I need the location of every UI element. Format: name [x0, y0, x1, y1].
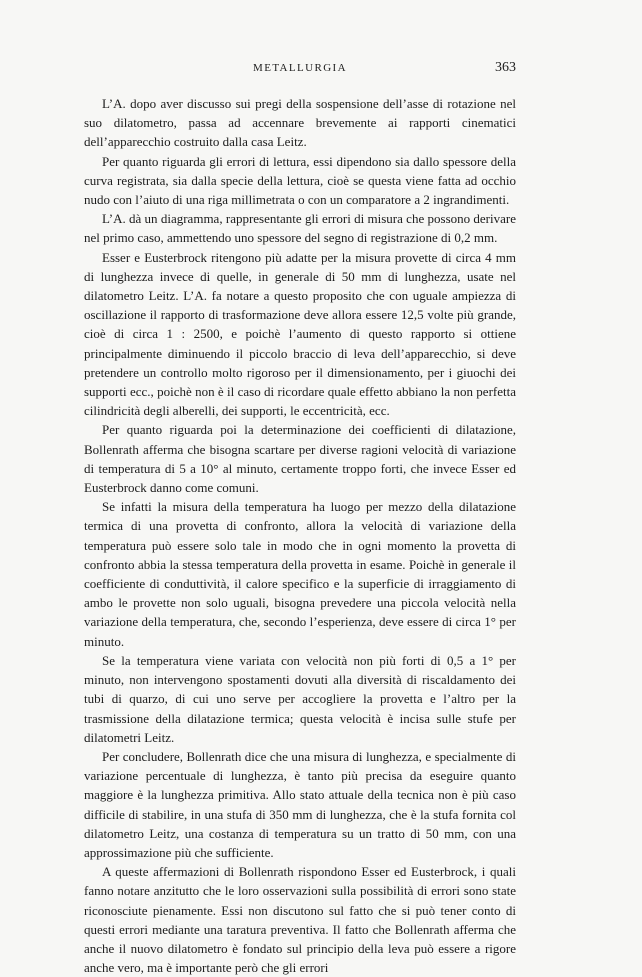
paragraph: Se infatti la misura della temperatura ha luogo per mezzo della dilatazione termica di una provetta di confronto, allora la velocità di variazione della temperatura può essere solo tale in modo che in ogni momento la provetta di confronto abbia la stessa temperatura della provetta in esame. Poichè in generale il coefficiente di conduttività, il calore specifico e la superficie di irraggiamento di ambo le provette non solo uguali, bisogna prevedere una piccola velocità nella variazione della temperatura, che, secondo l’esperienza, deve essere di circa 1° per minuto.: [84, 499, 516, 649]
paragraph: A queste affermazioni di Bollenrath rispondono Esser ed Eusterbrock, i quali fanno notare anzitutto che le loro osservazioni sulla possibilità di errori sono state riconosciute pienamente. Essi non discutono sul fatto che si può tener conto di questi errori mediante una taratura preventiva. Il fatto che Bollenrath afferma che anche il nuovo dilatometro è fondato sul principio della leva può essere a rigore anche vero, ma è importante però che gli errori: [84, 864, 516, 976]
paragraph: Esser e Eusterbrock ritengono più adatte per la misura provette di circa 4 mm di lunghezza invece di quelle, in generale di 50 mm di lunghezza, usate nel dilatometro Leitz. L’A. fa notare a questo proposito che con uguale ampiezza di oscillazione il rapporto di trasformazione deve allora essere 12,5 volte più grande, cioè di circa 1 : 2500, e poichè l’aumento di questo rapporto si ottiene principalmente diminuendo il piccolo braccio di leva dell’apparecchio, si deve pretendere un controllo molto rigoroso per il dimensionamento, per i giuochi dei supporti ecc., poichè non è il caso di ricordare quale effetto abbiano la non perfetta cilindricità degli alberelli, dei supporti, le eccentricità, ecc.: [84, 249, 516, 419]
page-number: 363: [495, 60, 516, 75]
paragraph: Per quanto riguarda poi la determinazione dei coefficienti di dilatazione, Bollenrath afferma che bisogna scartare per diverse ragioni velocità di variazione di temperatura di 5 a 10° al minuto, certamente troppo forti, che invece Esser ed Eusterbrock danno come comuni.: [84, 422, 516, 496]
running-head: METALLURGIA: [253, 62, 347, 74]
paragraph: L’A. dà un diagramma, rappresentante gli errori di misura che possono derivare nel primo caso, ammettendo uno spessore del segno di registrazione di 0,2 mm.: [84, 211, 516, 246]
paragraph: L’A. dopo aver discusso sui pregi della sospensione dell’asse di rotazione nel suo dilatometro, passa ad accennare brevemente ai rapporti cinematici dell’apparecchio costruito dalla casa Leitz.: [84, 96, 516, 150]
paragraph: Per quanto riguarda gli errori di lettura, essi dipendono sia dallo spessore della curva registrata, sia dalla specie della lettura, cioè se questa viene fatta ad occhio nudo con l’aiuto di una riga millimetrata o con un comparatore a 2 ingrandimenti.: [84, 153, 516, 208]
paragraph: Per concludere, Bollenrath dice che una misura di lunghezza, e specialmente di variazione percentuale di lunghezza, è tanto più precisa da eseguire quanto maggiore è la lunghezza primitiva. Allo stato attuale della tecnica non è più caso difficile di stabilire, in una stufa di 350 mm di lunghezza, che è la stufa fornita col dilatometro Leitz, una costanza di temperatura su un tratto di 50 mm, con una approssimazione più che sufficiente.: [84, 748, 516, 860]
body-text: [84, 94, 516, 977]
page-header: [84, 62, 516, 82]
paragraph: Se la temperatura viene variata con velocità non più forti di 0,5 a 1° per minuto, non intervengono spostamenti dovuti alla diversità di riscaldamento dei tubi di quarzo, di cui uno serve per accogliere la provetta e l’altro per la trasmissione della dilatazione termica; questa velocità è incisa sulle stufe per dilatometri Leitz.: [84, 652, 516, 745]
